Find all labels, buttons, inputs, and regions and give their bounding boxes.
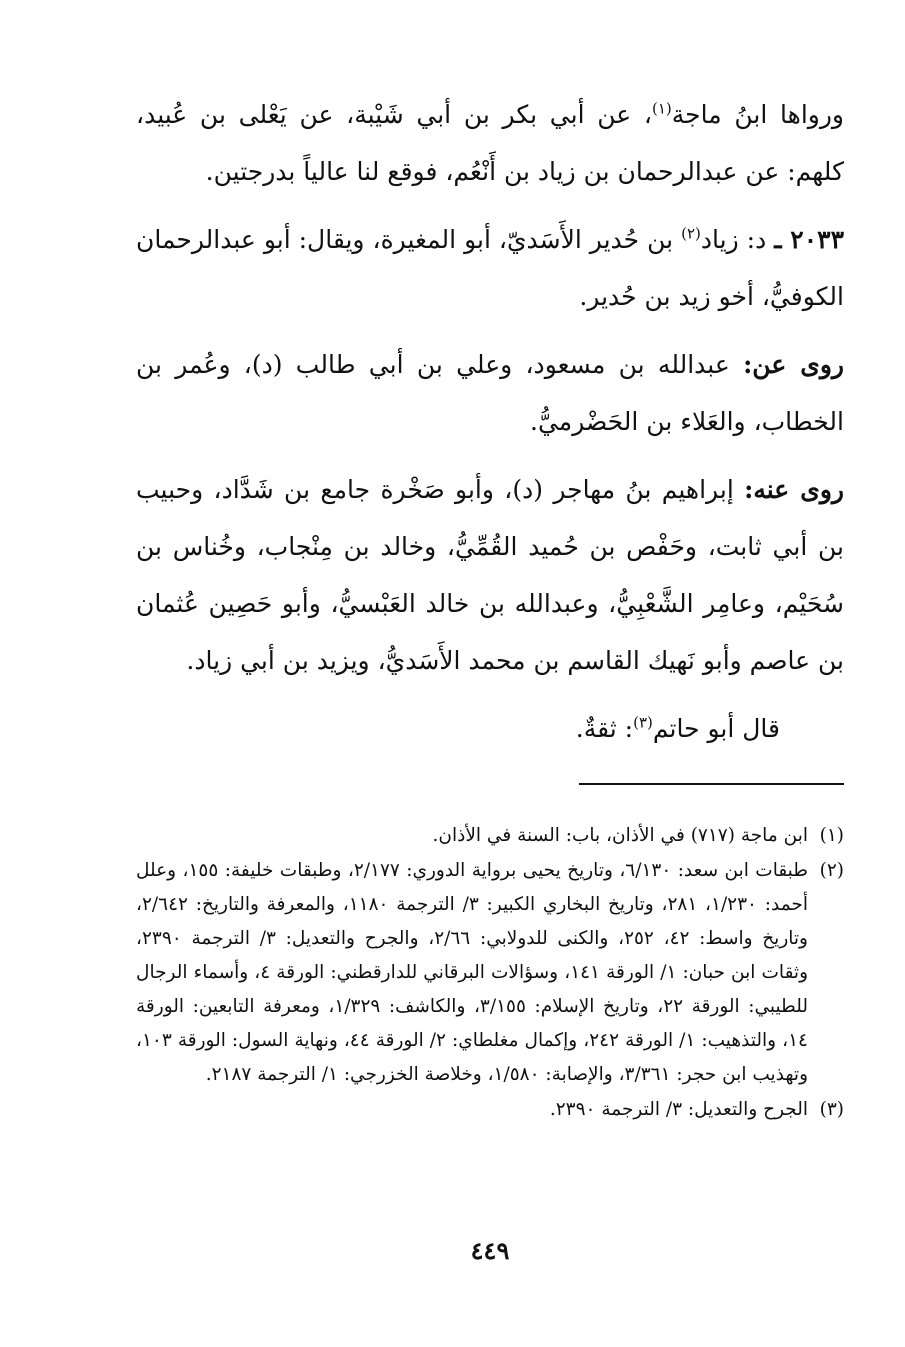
- footnote: [136, 819, 844, 853]
- paragraph-text: ، عن أبي بكر بن أبي شَيْبة، عن يَعْلى بن عُبيد، كلهم: عن عبدالرحمان بن زياد بن أَنْعُم، فوقع لنا عالياً بدرجتين.: [136, 100, 844, 186]
- paragraph-text: ورواها ابنُ ماجة: [671, 100, 844, 129]
- footnote-number: (٢): [819, 860, 844, 881]
- paragraph-text: : ثقةٌ.: [575, 714, 634, 743]
- footnotes: [136, 819, 844, 1128]
- paragraph-text: د: زياد: [700, 225, 775, 254]
- narrated-from-paragraph: [136, 336, 844, 450]
- entry-number: ٢٠٣٣ ـ: [774, 225, 844, 254]
- paragraph-text: إبراهيم بنُ مهاجر (د)، وأبو صَخْرة جامع بن شَدَّاد، وحبيب بن أبي ثابت، وحَفْص بن حُميد القُمِّيُّ، وخالد بن مِنْجاب، وخُناس بن سُحَيْم، وعامِر الشَّعْبِيُّ، وعبدالله بن خالد العَبْسيُّ، وأبو حَصِين عُثمان بن عاصم وأبو نَهيك القاسم بن محمد الأَسَديُّ، ويزيد بن أبي زياد.: [136, 475, 844, 675]
- footnote-ref-3: (٣): [633, 713, 653, 732]
- footnote-text: الجرح والتعديل: ٣/ الترجمة ٢٣٩٠.: [549, 1099, 808, 1120]
- footnote: [136, 1093, 844, 1127]
- narrated-by-paragraph: [136, 461, 844, 689]
- paragraph-text: قال أبو حاتم: [652, 714, 780, 743]
- page-number: ٤٤٩: [470, 1236, 510, 1265]
- footnote-number: (١): [819, 825, 844, 846]
- paragraph-text: بن حُدير الأَسَديّ، أبو المغيرة، ويقال: أبو عبدالرحمان الكوفيُّ، أخو زيد بن حُدير.: [136, 225, 844, 311]
- footnote: [136, 854, 844, 1092]
- footnote-ref-2: (٢): [681, 224, 701, 243]
- abu-hatim-verdict: [136, 700, 844, 757]
- footnote-ref-1: (١): [652, 99, 672, 118]
- narrated-by-label: روى عنه:: [744, 475, 844, 504]
- footnote-number: (٣): [819, 1099, 844, 1120]
- footnote-text: ابن ماجة (٧١٧) في الأذان، باب: السنة في الأذان.: [432, 825, 808, 846]
- footnote-separator: [579, 783, 844, 785]
- paragraph-intro: [136, 86, 844, 200]
- narrated-from-label: روى عن:: [743, 350, 845, 379]
- main-text: [136, 86, 844, 757]
- paragraph-text: عبدالله بن مسعود، وعلي بن أبي طالب (د)، وعُمر بن الخطاب، والعَلاء بن الحَضْرميُّ.: [136, 350, 844, 436]
- footnote-text: طبقات ابن سعد: ٦/١٣٠، وتاريخ يحيى برواية الدوري: ٢/١٧٧، وطبقات خليفة: ١٥٥، وعلل أحمد: ١/٢٣٠، ٢٨١، وتاريخ البخاري الكبير: ٣/ الترجمة ١١٨٠، والمعرفة والتاريخ: ٢/٦٤٢، وتاريخ واسط: ٤٢، ٢٥٢، والكنى للدولابي: ٢/٦٦، والجرح والتعديل: ٣/ الترجمة ٢٣٩٠، وثقات ابن حبان: ١/ الورقة ١٤١، وسؤالات البرقاني للدارقطني: الورقة ٤، وأسماء الرجال للطيبي: الورقة ٢٢، وتاريخ الإسلام: ٣/١٥٥، والكاشف: ١/٣٢٩، ومعرفة التابعين: الورقة ١٤، والتذهيب: ١/ الورقة ٢٤٢، وإكمال مغلطاي: ٢/ الورقة ٤٤، ونهاية السول: الورقة ١٠٣، وتهذيب ابن حجر: ٣/٣٦١، والإصابة: ١/٥٨٠، وخلاصة الخزرجي: ١/ الترجمة ٢١٨٧.: [136, 860, 809, 1085]
- entry-heading: [136, 211, 844, 325]
- book-page: [136, 86, 845, 1265]
